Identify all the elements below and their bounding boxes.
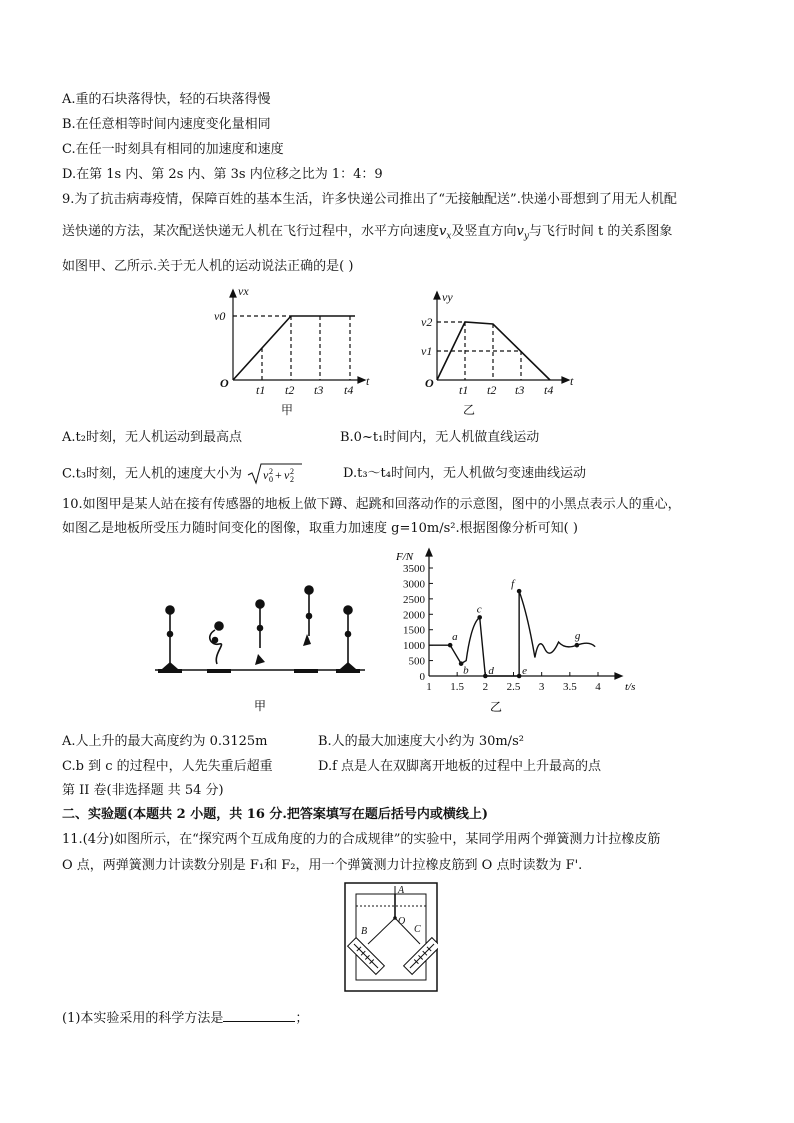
q9-stem-line2-c: 与飞行时间 t 的关系图象 [528, 224, 673, 239]
q10-option-c: C.b 到 c 的过程中，人先失重后超重 [62, 759, 273, 774]
ft-y-tick-label: 3000 [403, 578, 425, 591]
ft-point-d [483, 674, 488, 679]
q9-option-d: D.t₃～t₄时间内，无人机做匀变速曲线运动 [343, 466, 586, 481]
q10-stem-line1: 10.如图甲是某人站在接有传感器的地板上做下蹲、起跳和回落动作的示意图，图中的小黑点表示人的重心， [62, 497, 681, 512]
jia-v0-label: v0 [214, 309, 226, 323]
q11-sub1-answer-blank[interactable] [223, 1008, 295, 1022]
q11-sub1-text: (1)本实验采用的科学方法是 [62, 1011, 224, 1026]
ft-point-label-c: c [476, 603, 482, 616]
q9-stem-line2-b: 及竖直方向 [451, 224, 517, 239]
yi-t-label: t [570, 374, 574, 388]
ft-point-f [517, 589, 522, 594]
person-landed [336, 606, 360, 673]
svg-text:2: 2 [269, 467, 274, 476]
yi-caption: 乙 [463, 403, 476, 417]
section-two-title: 二、实验题(本题共 2 小题，共 16 分.把答案填写在题后括号内或横线上) [62, 807, 489, 822]
jia-y-label: vx [238, 284, 249, 298]
q9-option-c-text: C.t₃时刻，无人机的速度大小为 [62, 466, 243, 482]
ft-point-label-a: a [452, 631, 458, 644]
jia-v-arrow [230, 290, 236, 297]
q8-option-c: C.在任一时刻具有相同的加速度和速度 [62, 142, 284, 157]
ft-x-tick-label: 3.5 [562, 681, 577, 693]
ft-x-tick-label: 1 [426, 681, 432, 693]
q10-jia-caption: 甲 [254, 699, 267, 713]
label-c: C [414, 924, 421, 935]
ft-x-tick-label: 2.5 [506, 681, 521, 693]
q9-option-c-formula [246, 462, 304, 486]
jia-caption: 甲 [281, 403, 294, 417]
q9-option-c [62, 462, 304, 486]
yi-v2-label: v2 [421, 315, 433, 329]
svg-text:v: v [263, 468, 269, 482]
q9-stem-line2: 送快递的方法，某次配送快递无人机在飞行过程中，水平方向速度$v_x$及竖直方向$v_y$与飞行时间 t 的关系图象 [62, 224, 673, 242]
ft-point-c [477, 615, 482, 620]
jia-tick-t4: t4 [344, 383, 354, 397]
q10-option-a: A.人上升的最大高度约为 0.3125m [62, 734, 268, 749]
svg-text:v: v [284, 468, 290, 482]
label-o: O [398, 916, 406, 927]
q11-sub-question-1 [62, 1008, 308, 1028]
jia-tick-t1: t1 [256, 383, 266, 397]
yi-origin-label: O [425, 376, 434, 390]
person-standing [158, 606, 182, 673]
jia-tick-t2: t2 [285, 383, 295, 397]
yi-tick-t3: t3 [515, 383, 525, 397]
ft-x-tick-label: 2 [482, 681, 489, 693]
q9-figure-jia [205, 284, 375, 419]
ft-y-tick-label: 0 [419, 671, 425, 683]
ft-x-tick-label: 4 [595, 681, 601, 693]
q11-stem-line1: 11.(4分)如图所示，在“探究两个互成角度的力的合成规律”的实验中，某同学用两个弹簧测力计拉橡皮筋 [62, 832, 661, 847]
q11-sub1-end: ； [295, 1011, 309, 1026]
yi-t-arrow [562, 377, 569, 383]
svg-text:2: 2 [290, 467, 295, 476]
ft-point-a [448, 643, 453, 648]
yi-tick-t1: t1 [459, 383, 469, 397]
volume-two-header: 第 II 卷(非选择题 共 54 分) [62, 783, 224, 798]
person-airborne [294, 586, 318, 673]
q9-figure-yi [417, 284, 577, 419]
ft-y-tick-label: 1500 [403, 624, 425, 637]
person-squatting [207, 622, 231, 673]
q11-spring-scale-figure [344, 882, 438, 992]
q9-stem-line2-a: 送快递的方法，某次配送快递无人机在飞行过程中，水平方向速度 [62, 224, 440, 239]
label-b: B [361, 926, 368, 937]
q10-yi-caption: 乙 [490, 700, 503, 714]
ft-point-label-b: b [463, 664, 469, 677]
svg-text:2: 2 [290, 475, 295, 484]
ft-x-tick-label: 1.5 [450, 681, 465, 693]
q10-option-b: B.人的最大加速度大小约为 30m/s² [318, 734, 524, 749]
ft-y-tick-label: 500 [408, 655, 425, 668]
ft-point-e [517, 674, 522, 679]
q9-stem-line3: 如图甲、乙所示.关于无人机的运动说法正确的是( ) [62, 259, 354, 274]
yi-v-arrow [434, 292, 440, 299]
point-o [393, 916, 397, 920]
q9-option-a: A.t₂时刻，无人机运动到最高点 [62, 430, 242, 445]
q8-option-d: D.在第 1s 内、第 2s 内、第 3s 内位移之比为 1：4：9 [62, 167, 383, 182]
jia-t-label: t [366, 374, 370, 388]
q10-force-time-chart [393, 546, 645, 716]
jia-vx-curve [233, 316, 355, 380]
q8-option-a: A.重的石块落得快，轻的石块落得慢 [62, 92, 271, 107]
yi-tick-t4: t4 [544, 383, 554, 397]
jia-tick-t3: t3 [314, 383, 324, 397]
svg-text:+: + [275, 468, 282, 482]
ft-y-label: F/N [396, 551, 414, 563]
ft-x-arrow [615, 673, 622, 679]
jia-t-arrow [358, 377, 365, 383]
q10-figure-jia [153, 572, 368, 718]
q11-stem-line2: O 点，两弹簧测力计读数分别是 F₁和 F₂，用一个弹簧测力计拉橡皮筋到 O 点时读数为 F'. [62, 858, 583, 873]
q8-option-b: B.在任意相等时间内速度变化量相同 [62, 117, 271, 132]
ft-point-label-f: f [511, 578, 515, 591]
ft-x-label: t/s [625, 681, 636, 693]
ft-point-label-d: d [488, 665, 494, 677]
jia-origin-label: O [220, 376, 229, 390]
svg-text:0: 0 [269, 475, 274, 484]
yi-v1-label: v1 [421, 344, 433, 358]
q9-option-b: B.0~t₁时间内，无人机做直线运动 [340, 430, 540, 445]
ft-point-g [575, 643, 580, 648]
ft-y-tick-label: 3500 [403, 563, 425, 575]
ft-x-tick-label: 3 [538, 681, 545, 693]
ft-y-tick-label: 2000 [403, 609, 425, 622]
ft-point-label-g: g [574, 630, 581, 643]
person-rising [255, 600, 265, 665]
ft-y-tick-label: 1000 [403, 640, 425, 653]
q10-option-d: D.f 点是人在双脚离开地板的过程中上升最高的点 [318, 759, 602, 774]
ft-point-label-e: e [522, 665, 528, 677]
yi-tick-t2: t2 [487, 383, 497, 397]
ft-y-arrow [426, 549, 432, 556]
q9-stem-line1: 9.为了抗击病毒疫情，保障百姓的基本生活，许多快递公司推出了“无接触配送”.快递小哥想到了用无人机配 [62, 192, 677, 207]
yi-y-label: vy [442, 290, 453, 304]
ft-y-tick-label: 2500 [403, 593, 425, 606]
q10-stem-line2: 如图乙是地板所受压力随时间变化的图像，取重力加速度 g=10m/s².根据图像分析可知( ) [62, 521, 578, 536]
label-a: A [398, 885, 405, 896]
